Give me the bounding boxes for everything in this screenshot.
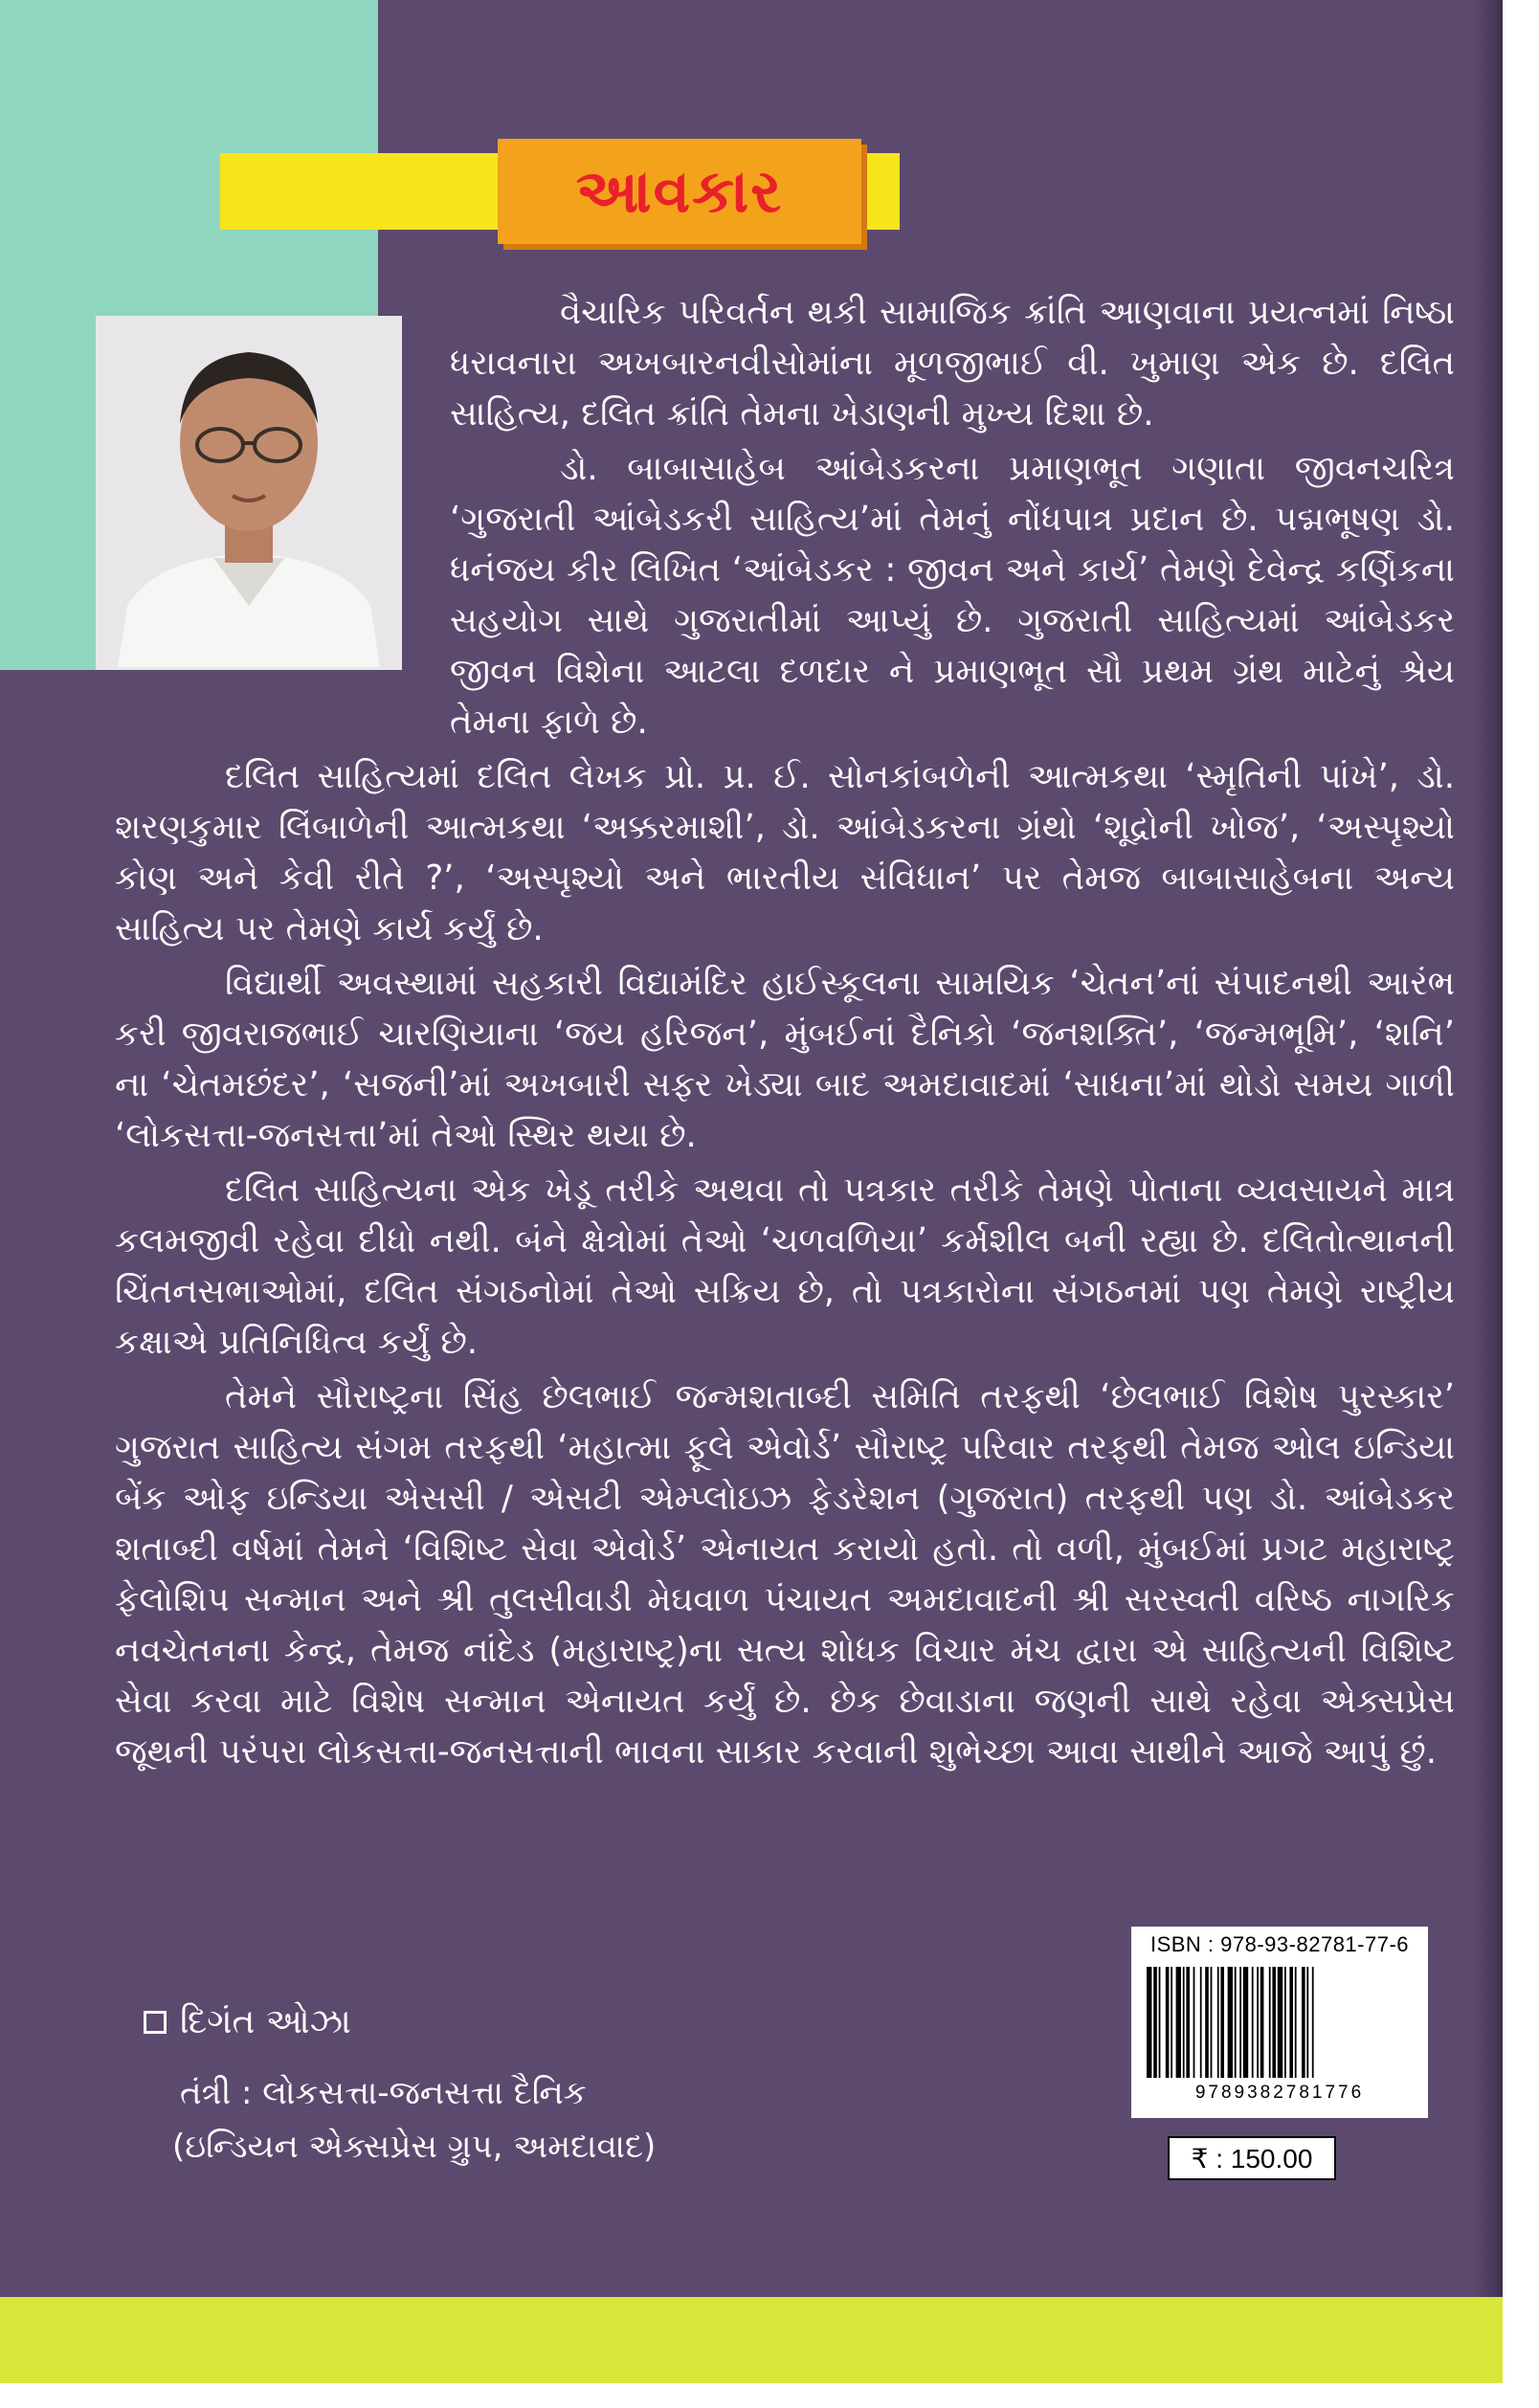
square-bullet-icon	[144, 2011, 167, 2034]
signature-role: તંત્રી : લોકસત્તા-જનસત્તા દૈનિક	[180, 2074, 587, 2112]
title-box	[498, 139, 861, 244]
spine-shadow	[1474, 0, 1503, 2383]
isbn-box	[1131, 1927, 1428, 2118]
price-box	[1168, 2136, 1336, 2180]
bottom-yellow-strip	[0, 2297, 1503, 2383]
paragraph: વિદ્યાર્થી અવસ્થામાં સહકારી વિદ્યામંદિર હાઈસ્કૂલના સામયિક ‘ચેતન’નાં સંપાદનથી આરંભ કરી જીવરાજભાઈ ચારણિયાના ‘જય હરિજન’, મુંબઈનાં દૈનિકો ‘જનશક્તિ’, ‘જન્મભૂમિ’, ‘શનિ’ ના ‘ચેતમછંદર’, ‘સજની’માં અખબારી સફર ખેડ્યા બાદ અમદાવાદમાં ‘સાધના’માં થોડો સમય ગાળી ‘લોકસત્તા-જનસત્તા’માં તેઓ સ્થિર થયા છે.	[115, 964, 1455, 1155]
paragraph: ડો. બાબાસાહેબ આંબેડકરના પ્રમાણભૂત ગણાતા જીવનચરિત્ર ‘ગુજરાતી આંબેડકરી સાહિત્ય’માં તેમનું નોંધપાત્ર પ્રદાન છે. પદ્મભૂષણ ડો. ધનંજય કીર લિખિત ‘આંબેડકર : જીવન અને કાર્ય’ તેમણે દેવેન્દ્ર કર્ણિકના સહયોગ સાથે ગુજરાતીમાં આપ્યું છે. ગુજરાતી સાહિત્યમાં આંબેડકર જીવન વિશેના આટલા દળદાર ને પ્રમાણભૂત સૌ પ્રથમ ગ્રંથ માટેનું શ્રેય તેમના ફાળે છે.	[450, 449, 1455, 742]
paragraph: દલિત સાહિત્યના એક ખેડૂ તરીકે અથવા તો પત્રકાર તરીકે તેમણે પોતાના વ્યવસાયને માત્ર કલમજીવી રહેવા દીધો નથી. બંને ક્ષેત્રોમાં તેઓ ‘ચળવળિયા’ કર્મશીલ બની રહ્યા છે. દલિતોત્થાનની ચિંતનસભાઓમાં, દલિત સંગઠનોમાં તેઓ સક્રિય છે, તો પત્રકારોના સંગઠનમાં પણ તેમણે રાષ્ટ્રીય કક્ષાએ પ્રતિનિધિત્વ કર્યું છે.	[115, 1171, 1455, 1362]
welcome-text	[115, 287, 1455, 1781]
price-text: ₹ : 150.00	[1191, 2143, 1313, 2174]
signature-name-row	[144, 1996, 656, 2049]
signature-org: (ઇન્ડિયન એક્સપ્રેસ ગ્રુપ, અમદાવાદ)	[172, 2128, 657, 2166]
paragraph: વૈચારિક પરિવર્તન થકી સામાજિક ક્રાંતિ આણવાના પ્રયત્નમાં નિષ્ઠા ધરાવનારા અખબારનવીસોમાંના મૂળજીભાઈ વી. ખુમાણ એક છે. દલિત સાહિત્ય, દલિત ક્રાંતિ તેમના ખેડાણની મુખ્ય દિશા છે.	[450, 293, 1455, 434]
page-title: આવકાર	[575, 156, 784, 226]
signature-name: દિગંત ઓઝા	[180, 2002, 351, 2041]
paragraph: દલિત સાહિત્યમાં દલિત લેખક પ્રો. પ્ર. ઈ. સોનકાંબળેની આત્મકથા ‘સ્મૃતિની પાંખે’, ડો. શરણકુમાર લિંબાળેની આત્મકથા ‘અક્કરમાશી’, ડો. આંબેડકરના ગ્રંથો ‘શૂદ્રોની ખોજ’, ‘અસ્પૃશ્યો કોણ અને કેવી રીતે ?’, ‘અસ્પૃશ્યો અને ભારતીય સંવિધાન’ પર તેમજ બાબાસાહેબના અન્ય સાહિત્ય પર તેમણે કાર્ય કર્યું છે.	[115, 757, 1455, 948]
isbn-text: ISBN : 978-93-82781-77-6	[1149, 1932, 1410, 1956]
photo-spacer	[115, 287, 450, 699]
signature-block	[144, 1996, 656, 2174]
barcode-icon	[1141, 1965, 1418, 2080]
paragraph: તેમને સૌરાષ્ટ્રના સિંહ છેલભાઈ જન્મશતાબ્દી સમિતિ તરફથી ‘છેલભાઈ વિશેષ પુરસ્કાર’ ગુજરાત સાહિત્ય સંગમ તરફથી ‘મહાત્મા ફૂલે એવોર્ડ’ સૌરાષ્ટ્ર પરિવાર તરફથી તેમજ ઓલ ઇન્ડિયા બેંક ઓફ ઇન્ડિયા એસસી / એસટી એમ્પ્લોઇઝ ફેડરેશન (ગુજરાત) તરફથી પણ ડો. આંબેડકર શતાબ્દી વર્ષમાં તેમને ‘વિશિષ્ટ સેવા એવોર્ડ’ એનાયત કરાયો હતો. તો વળી, મુંબઈમાં પ્રગટ મહારાષ્ટ્ર ફેલોશિપ સન્માન અને શ્રી તુલસીવાડી મેઘવાળ પંચાયત અમદાવાદની શ્રી સરસ્વતી વરિષ્ઠ નાગરિક નવચેતનના કેન્દ્ર, તેમજ નાંદેડ (મહારાષ્ટ્ર)ના સત્ય શોધક વિચાર મંચ દ્વારા એ સાહિત્યની વિશિષ્ટ સેવા કરવા માટે વિશેષ સન્માન એનાયત કર્યું છે. છેક છેવાડાના જણની સાથે રહેવા એક્સપ્રેસ જૂથની પરંપરા લોકસત્તા-જનસત્તાની ભાવના સાકાર કરવાની શુભેચ્છા આવા સાથીને આજે આપું છું.	[115, 1377, 1455, 1772]
barcode-digits: 9789382781776	[1194, 2083, 1365, 2103]
